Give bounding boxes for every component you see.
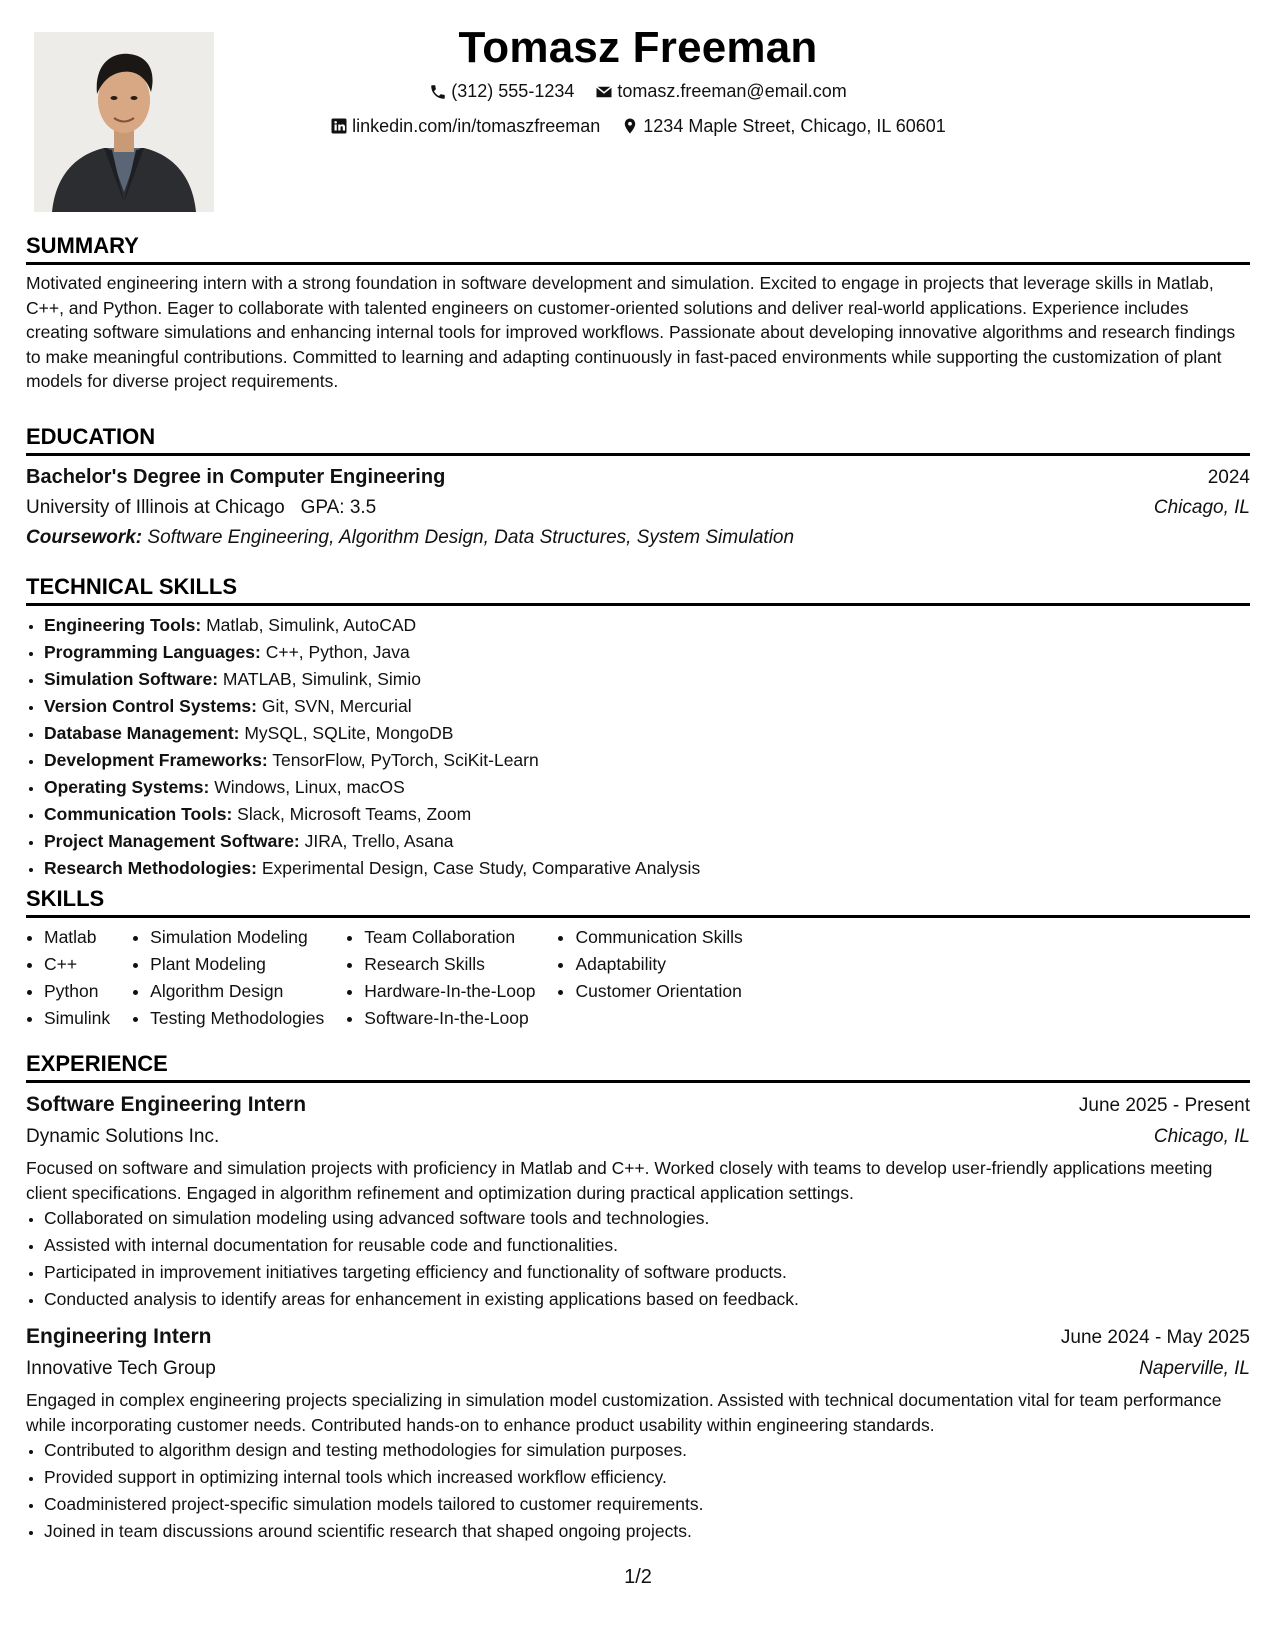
job-bullets xyxy=(26,1437,1250,1545)
contact-line-1 xyxy=(26,76,1250,111)
job-entry xyxy=(26,1089,1250,1313)
skill-category-value: Git, SVN, Mercurial xyxy=(261,696,412,716)
list-item: • Team Collaboration xyxy=(364,924,535,951)
list-item: • Contributed to algorithm design and testing methodologies for simulation purposes. xyxy=(44,1437,1250,1464)
list-item xyxy=(44,774,1250,801)
list-item: • Testing Methodologies xyxy=(150,1005,324,1032)
job-description: Focused on software and simulation projects with proficiency in Matlab and C++. Worked closely with teams to develop user-friendly applications meeting client specifications. Engaged in algorithm refinement and optimization during practical application settings. xyxy=(26,1158,1213,1203)
job-location: Chicago, IL xyxy=(1153,1126,1250,1147)
phone-icon xyxy=(429,83,447,101)
coursework-list: Software Engineering, Algorithm Design, Data Structures, System Simulation xyxy=(147,527,795,548)
list-item: • Customer Orientation xyxy=(575,978,742,1005)
skills-column-3 xyxy=(346,924,535,1032)
skill-category-value: Windows, Linux, macOS xyxy=(214,777,405,797)
experience-section xyxy=(26,1050,1250,1545)
school-name: University of Illinois at Chicago xyxy=(26,497,285,518)
skill-category-label: Research Methodologies: xyxy=(44,858,257,878)
list-item: • Plant Modeling xyxy=(150,951,324,978)
list-item: • Participated in improvement initiatives targeting efficiency and functionality of software products. xyxy=(44,1259,1250,1286)
education-heading: EDUCATION xyxy=(26,423,1250,456)
skills-grid xyxy=(26,924,1250,1032)
list-item: • Matlab xyxy=(44,924,110,951)
list-item xyxy=(44,666,1250,693)
skill-category-value: MATLAB, Simulink, Simio xyxy=(222,669,421,689)
degree-row xyxy=(26,462,1250,493)
job-title: Engineering Intern xyxy=(26,1325,212,1348)
education-section xyxy=(26,423,1250,553)
list-item xyxy=(44,720,1250,747)
skill-category-value: Experimental Design, Case Study, Comparative Analysis xyxy=(261,858,701,878)
list-item: • Python xyxy=(44,978,110,1005)
list-item: • Collaborated on simulation modeling using advanced software tools and technologies. xyxy=(44,1205,1250,1232)
job-dates: June 2025 - Present xyxy=(1078,1095,1250,1116)
address-text: 1234 Maple Street, Chicago, IL 60601 xyxy=(643,115,946,136)
skill-category-value: C++, Python, Java xyxy=(265,642,410,662)
linkedin-text[interactable]: linkedin.com/in/tomaszfreeman xyxy=(352,115,601,136)
job-company: Innovative Tech Group xyxy=(26,1358,216,1379)
job-entry xyxy=(26,1321,1250,1545)
list-item: • Joined in team discussions around scientific research that shaped ongoing projects. xyxy=(44,1518,1250,1545)
skill-category-label: Engineering Tools: xyxy=(44,615,202,635)
skill-category-value: JIRA, Trello, Asana xyxy=(304,831,454,851)
skill-category-label: Operating Systems: xyxy=(44,777,210,797)
linkedin-contact[interactable] xyxy=(330,111,600,142)
summary-section xyxy=(26,232,1250,394)
skills-heading: SKILLS xyxy=(26,885,1250,918)
list-item: • Provided support in optimizing internal tools which increased workflow efficiency. xyxy=(44,1464,1250,1491)
school-row xyxy=(26,493,1250,523)
skills-column-4 xyxy=(557,924,742,1032)
linkedin-icon xyxy=(330,117,348,135)
job-description: Engaged in complex engineering projects specializing in simulation model customization. Assisted with technical documentation vital for team performance while incorporating customer needs. Contributed hands-on to enhance product usability within engineering standards. xyxy=(26,1390,1222,1435)
skill-category-value: MySQL, SQLite, MongoDB xyxy=(244,723,454,743)
job-header-row xyxy=(26,1089,1250,1122)
summary-heading: SUMMARY xyxy=(26,232,1250,265)
skills-section xyxy=(26,885,1250,1032)
list-item: • C++ xyxy=(44,951,110,978)
list-item: • Adaptability xyxy=(575,951,742,978)
skill-category-value: Matlab, Simulink, AutoCAD xyxy=(206,615,417,635)
list-item: • Simulink xyxy=(44,1005,110,1032)
skills-column-1 xyxy=(26,924,110,1032)
job-title: Software Engineering Intern xyxy=(26,1093,307,1116)
email-text[interactable]: tomasz.freeman@email.com xyxy=(617,81,847,101)
list-item: • Software-In-the-Loop xyxy=(364,1005,535,1032)
job-dates: June 2024 - May 2025 xyxy=(1060,1327,1250,1348)
phone-text: (312) 555-1234 xyxy=(451,81,575,101)
skill-category-value: TensorFlow, PyTorch, SciKit-Learn xyxy=(272,750,539,770)
map-pin-icon xyxy=(621,117,639,135)
graduation-year: 2024 xyxy=(1207,467,1250,488)
list-item: • Communication Skills xyxy=(575,924,742,951)
degree-title: Bachelor's Degree in Computer Engineering xyxy=(26,466,446,488)
technical-skills-heading: TECHNICAL SKILLS xyxy=(26,573,1250,606)
school-location: Chicago, IL xyxy=(1153,497,1250,518)
envelope-icon xyxy=(595,83,613,101)
job-bullets xyxy=(26,1205,1250,1313)
list-item xyxy=(44,828,1250,855)
list-item: • Algorithm Design xyxy=(150,978,324,1005)
skills-column-2 xyxy=(132,924,324,1032)
job-company-row xyxy=(26,1122,1250,1152)
list-item xyxy=(44,639,1250,666)
candidate-name: Tomasz Freeman xyxy=(458,23,818,72)
list-item: • Research Skills xyxy=(364,951,535,978)
list-item: • Coadministered project-specific simulation models tailored to customer requirements. xyxy=(44,1491,1250,1518)
technical-skills-section xyxy=(26,573,1250,882)
skill-category-label: Development Frameworks: xyxy=(44,750,268,770)
experience-heading: EXPERIENCE xyxy=(26,1050,1250,1083)
address-contact xyxy=(621,111,946,142)
job-company: Dynamic Solutions Inc. xyxy=(26,1126,220,1147)
school-info xyxy=(26,493,376,523)
skill-category-label: Project Management Software: xyxy=(44,831,300,851)
phone-contact xyxy=(429,76,574,107)
gpa: GPA: 3.5 xyxy=(300,497,377,518)
job-company-row xyxy=(26,1354,1250,1384)
list-item xyxy=(44,855,1250,882)
coursework-label: Coursework: xyxy=(26,527,143,548)
list-item xyxy=(44,612,1250,639)
list-item xyxy=(44,747,1250,774)
email-contact[interactable] xyxy=(595,76,846,107)
skill-category-value: Slack, Microsoft Teams, Zoom xyxy=(237,804,472,824)
coursework-line xyxy=(26,523,1250,553)
page-number: 1/2 xyxy=(624,1566,652,1588)
list-item: • Assisted with internal documentation for reusable code and functionalities. xyxy=(44,1232,1250,1259)
list-item: • Hardware-In-the-Loop xyxy=(364,978,535,1005)
job-location: Naperville, IL xyxy=(1139,1358,1250,1379)
resume-page xyxy=(26,0,1250,1650)
job-header-row xyxy=(26,1321,1250,1354)
resume-header xyxy=(26,20,1250,145)
list-item xyxy=(44,801,1250,828)
contact-line-2 xyxy=(26,111,1250,146)
skill-category-label: Version Control Systems: xyxy=(44,696,257,716)
technical-skills-list xyxy=(26,612,1250,882)
list-item xyxy=(44,693,1250,720)
skill-category-label: Programming Languages: xyxy=(44,642,261,662)
list-item: • Simulation Modeling xyxy=(150,924,324,951)
skill-category-label: Database Management: xyxy=(44,723,240,743)
skill-category-label: Simulation Software: xyxy=(44,669,219,689)
skill-category-label: Communication Tools: xyxy=(44,804,233,824)
summary-text: Motivated engineering intern with a strong foundation in software development and simulation. Excited to engage in projects that leverage skills in Matlab, C++, and Python. Eager to collaborate with talented engineers on customer-oriented solutions and deliver real-world applications. Experience includes creating software simulations and enhancing internal tools for improved workflows. Passionate about developing innovative algorithms and research findings to make meaningful contributions. Committed to learning and adapting continuously in fast-paced environments while supporting the customization of plant models for diverse project requirements. xyxy=(26,273,1236,391)
list-item: • Conducted analysis to identify areas for enhancement in existing applications based on feedback. xyxy=(44,1286,1250,1313)
